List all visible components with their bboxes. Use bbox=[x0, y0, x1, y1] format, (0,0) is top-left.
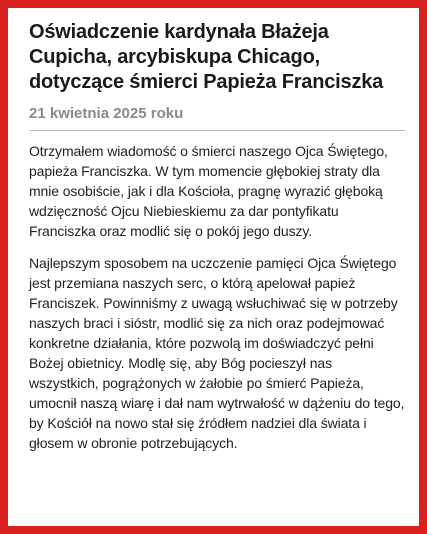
statement-paragraph-2: Najlepszym sposobem na uczczenie pamięci Ojca Świętego jest przemiana naszych serc, o którą apelował papież Franciszek. Powinniśmy z uwagą wsłuchiwać się w potrzeby naszych braci i sióstr, modlić się za nich oraz podejmować konkretne działania, które pozwolą im doświadczyć pełni Bożej obietnicy. Modlę się, aby Bóg pocieszył nas wszystkich, pogrążonych w żałobie po śmierć Papieża, umocnił naszą wiarę i dał nam wytrwałość w dążeniu do tego, by Kościół na nowo stał się źródłem nadziei dla świata i głosem w obronie potrzebujących. bbox=[29, 255, 405, 451]
statement-paragraph-1: Otrzymałem wiadomość o śmierci naszego Ojca Świętego, papieża Franciszka. W tym momencie głębokiej straty dla mnie osobiście, jak i dla Kościoła, pragnę wyrazić głęboką wdzięczność Ojcu Niebieskiemu za dar pontyfikatu Franciszka oraz modlić się o pokój jego duszy. bbox=[29, 143, 388, 239]
statement-title: Oświadczenie kardynała Błażeja Cupicha, arcybiskupa Chicago, dotyczące śmierci Papieża Franciszka bbox=[29, 21, 384, 93]
divider bbox=[29, 130, 405, 131]
statement-date: 21 kwietnia 2025 roku bbox=[29, 105, 184, 122]
